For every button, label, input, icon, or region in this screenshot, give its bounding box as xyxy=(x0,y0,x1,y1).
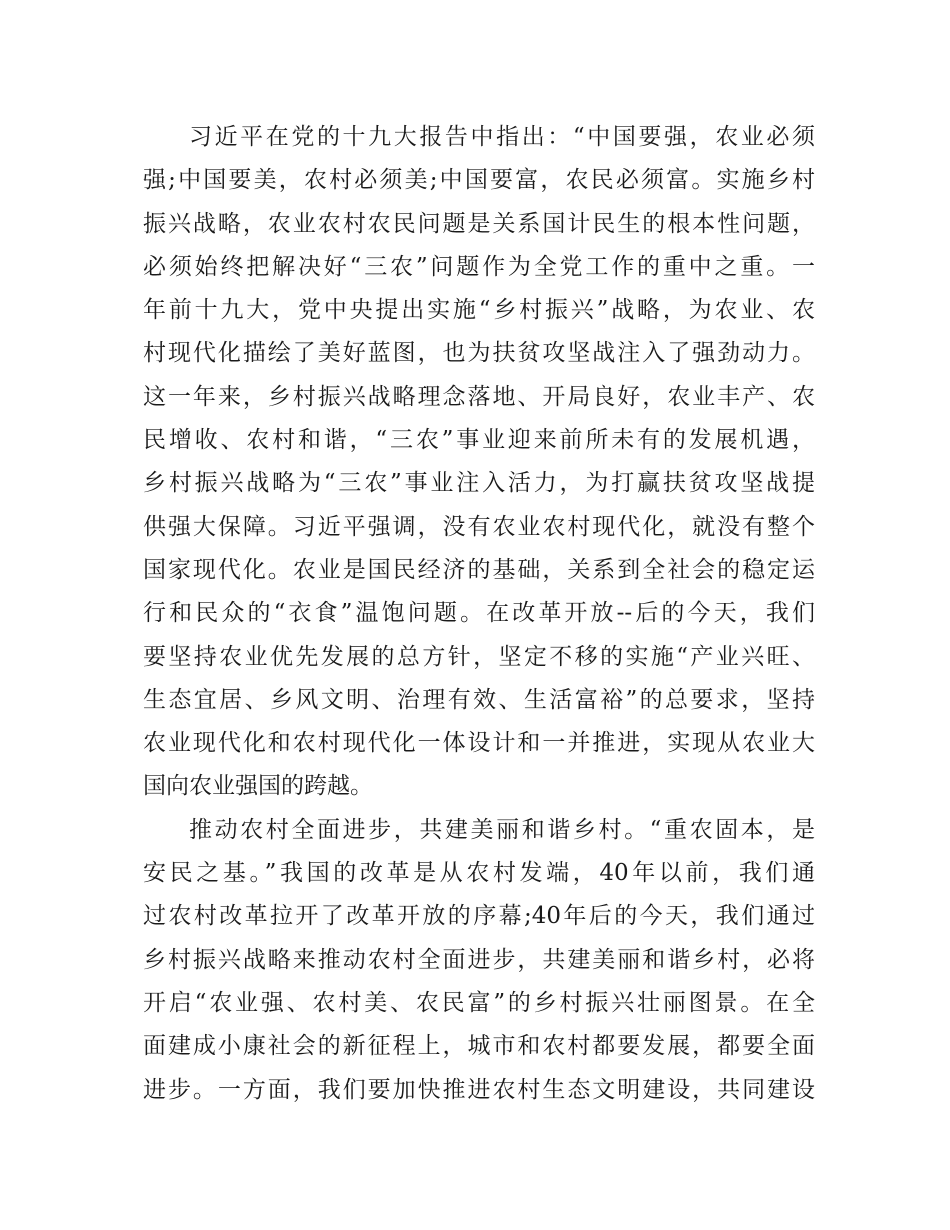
text-line: 乡村振兴战略为“三农”事业注入活力，为打赢扶贫攻坚战提 xyxy=(143,470,815,497)
text-line: 民增收、农村和谐，“三农”事业迎来前所未有的发展机遇， xyxy=(143,427,815,454)
text-line: 国家现代化。农业是国民经济的基础，关系到全社会的稳定运 xyxy=(143,556,815,583)
paragraph-1 xyxy=(143,116,815,809)
text-line: 振兴战略，农业农村农民问题是关系国计民生的根本性问题， xyxy=(143,210,815,237)
text-line: 供强大保障。习近平强调，没有农业农村现代化，就没有整个 xyxy=(143,513,815,540)
text-line: 农业现代化和农村现代化一体设计和一并推进，实现从农业大 xyxy=(143,730,815,757)
text-line: 国向农业强国的跨越。 xyxy=(143,773,373,800)
text-line: 要坚持农业优先发展的总方针，坚定不移的实施“产业兴旺、 xyxy=(143,643,815,670)
text-line: 生态宜居、乡风文明、治理有效、生活富裕”的总要求，坚持 xyxy=(143,686,815,713)
text-line: 年前十九大，党中央提出实施“乡村振兴”战略，为农业、农 xyxy=(143,297,815,324)
text-line: 过农村改革拉开了改革开放的序幕;40年后的今天，我们通过 xyxy=(143,903,815,930)
text-line: 乡村振兴战略来推动农村全面进步，共建美丽和谐乡村，必将 xyxy=(143,946,815,973)
body-text xyxy=(143,116,815,1112)
text-line: 必须始终把解决好“三农”问题作为全党工作的重中之重。一 xyxy=(143,253,815,280)
paragraph-2 xyxy=(143,809,815,1112)
text-line: 安民之基。”我国的改革是从农村发端，40年以前，我们通 xyxy=(143,860,815,887)
text-line: 面建成小康社会的新征程上，城市和农村都要发展，都要全面 xyxy=(143,1033,815,1060)
text-line: 行和民众的“衣食”温饱问题。在改革开放--后的今天，我们 xyxy=(143,600,815,627)
text-line: 习近平在党的十九大报告中指出：“中国要强，农业必须 xyxy=(189,124,815,150)
text-line: 推动农村全面进步，共建美丽和谐乡村。“重农固本，是 xyxy=(189,816,815,843)
text-line: 开启“农业强、农村美、农民富”的乡村振兴壮丽图景。在全 xyxy=(143,989,815,1016)
text-line: 进步。一方面，我们要加快推进农村生态文明建设，共同建设 xyxy=(143,1076,815,1103)
text-line: 村现代化描绘了美好蓝图，也为扶贫攻坚战注入了强劲动力。 xyxy=(143,340,815,367)
text-line: 这一年来，乡村振兴战略理念落地、开局良好，农业丰产、农 xyxy=(143,383,815,410)
text-line: 强;中国要美，农村必须美;中国要富，农民必须富。实施乡村 xyxy=(143,167,815,194)
